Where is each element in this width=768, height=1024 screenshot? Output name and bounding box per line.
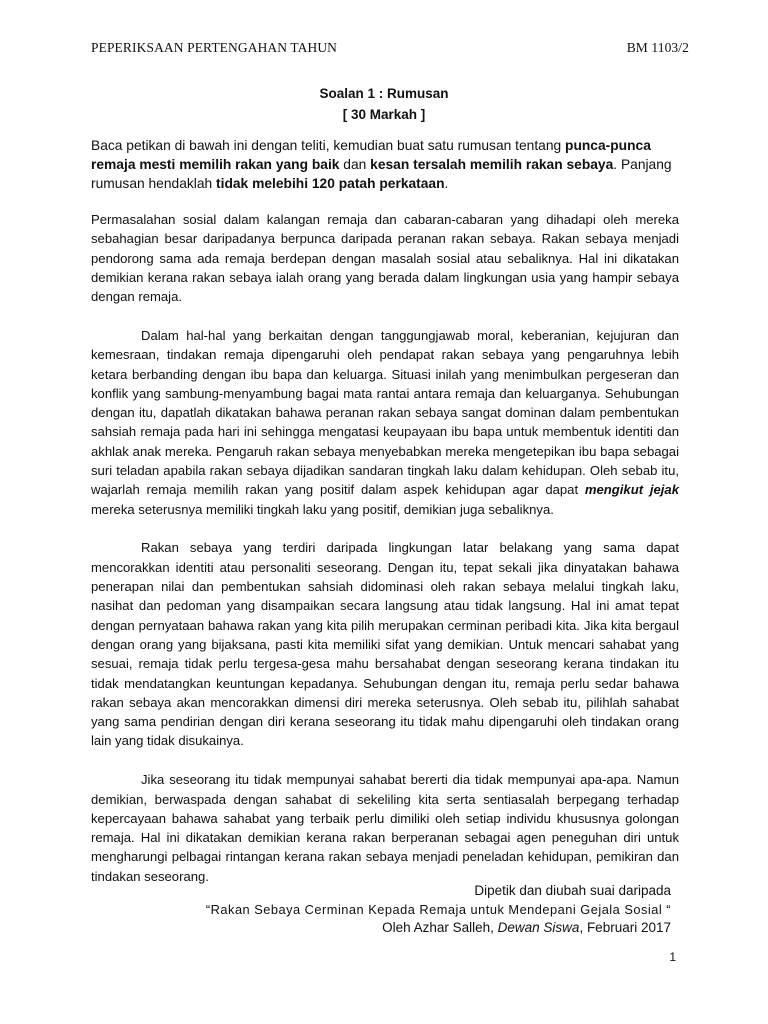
citation-article-title: “Rakan Sebaya Cerminan Kepada Remaja untuk Mendepani Gejala Sosial “ [205,901,671,917]
instructions [91,136,679,193]
citation-author: Oleh Azhar Salleh, [382,920,498,935]
course-code: BM 1103/2 [626,40,689,55]
passage-paragraph-4: Jika seseorang itu tidak mempunyai sahabat bererti dia tidak mempunyai apa-apa. Namun demikian, berwaspada dengan sahabat di sekeliling kita serta sentiasalah berpegang terhadap kepercayaan bahawa sahabat yang terbaik perlu dimiliki oleh setiap individu khususnya golongan remaja. Hal ini dikatakan demikian kerana rakan berperanan sebagai agen peneguhan diri untuk mengharungi pelbagai rintangan kerana rakan sebaya menjadi peneladan kehidupan, pemikiran dan tindakan seseorang. [91,772,679,884]
page-header [91,40,689,56]
passage-paragraph-1: Permasalahan sosial dalam kalangan remaja dan cabaran-cabaran yang dihadapi oleh mereka sebahagian besar daripadanya berpunca daripada peranan rakan sebaya. Rakan sebaya menjadi pendorong sama ada remaja berdepan dengan masalah sosial atau sebaliknya. Hal ini dikatakan demikian kerana rakan sebaya ialah orang yang berada dalam lingkungan usia yang hampir sebaya dengan remaja. [91,212,679,305]
page-number: 1 [669,950,676,964]
marks-label: [ 30 Markah ] [342,107,426,122]
passage [91,210,679,906]
instr-text-4: . [444,176,449,191]
paragraph-2-text-a: Dalam hal-hal yang berkaitan dengan tanggungjawab moral, keberanian, kejujuran dan kemesraan, tindakan remaja dipengaruhi oleh pendapat rakan sebaya yang pengaruhnya lebih ketara berbanding dengan ibu bapa dan keluarga. Situasi inilah yang menimbulkan pergeseran dan konflik yang sambung-menyambung bagai mata rantai antara remaja dan keluarganya. Sehubungan dengan itu, dapatlah dikatakan bahawa peranan rakan sebaya sangat dominan dalam pembentukan sahsiah remaja pada hari ini sehingga mengatasi keupayaan ibu bapa untuk membentuk identiti dan akhlak anak mereka. Pengaruh rakan sebaya menyebabkan mereka mengetepikan ibu bapa sebagai suri teladan apabila rakan sebaya dijadikan sandaran tingkah laku dalam kehidupan. Oleh sebab itu, wajarlah remaja memilih rakan yang positif dalam aspek kehidupan agar dapat [91,327,679,498]
instr-bold-3: tidak melebihi 120 patah perkataan [216,176,445,191]
citation-date: , Februari 2017 [579,920,671,935]
passage-paragraph-2 [91,326,679,519]
instr-bold-1: punca-punca remaja mesti memilih rakan yang baik [91,138,651,172]
citation-intro: Dipetik dan diubah suai daripada [474,883,671,898]
question-title [0,83,768,125]
instr-text-2: dan [339,157,371,172]
citation-magazine: Dewan Siswa [497,920,580,935]
paragraph-2-text-b: mereka seterusnya memiliki tingkah laku yang positif, demikian juga sebaliknya. [91,501,554,517]
passage-paragraph-3: Rakan sebaya yang terdiri daripada lingkungan latar belakang yang sama dapat mencorakkan identiti atau personaliti seseorang. Dengan itu, tepat sekali jika dinyatakan bahawa penerapan nilai dan pembentukan sahsiah didominasi oleh rakan sebaya melalui tingkah laku, nasihat dan pedoman yang disampaikan secara langsung atau tidak langsung. Hal ini amat tepat dengan pernyataan bahawa rakan yang kita pilih merupakan cerminan peribadi kita. Jika kita bergaul dengan orang yang bijaksana, pasti kita memiliki sifat yang demikian. Untuk mencari sahabat yang sesuai, remaja tidak perlu tergesa-gesa mahu bersahabat dengan seseorang kerana tindakan itu tidak mendatangkan keuntungan kepadanya. Sehubungan dengan itu, remaja perlu sedar bahawa rakan sebaya akan mencorakkan dimensi diri mereka seterusnya. Oleh sebab itu, pilihlah sahabat yang sama pendirian dengan diri kerana seseorang itu tidak mahu dipengaruhi oleh tindakan orang lain yang tidak disukainya. [91,540,679,749]
instr-text-3: . Panjang rumusan hendaklah [91,157,672,191]
question-heading: Soalan 1 : Rumusan [319,86,449,101]
instr-text-1: Baca petikan di bawah ini dengan teliti, kemudian buat satu rumusan tentang [91,138,566,153]
exam-title: PEPERIKSAAN PERTENGAHAN TAHUN [91,40,338,55]
instr-bold-2: kesan tersalah memilih rakan sebaya [370,157,614,172]
emphasis-phrase: mengikut jejak [584,482,679,498]
citation-author-line [111,919,671,938]
source-citation [111,882,671,938]
